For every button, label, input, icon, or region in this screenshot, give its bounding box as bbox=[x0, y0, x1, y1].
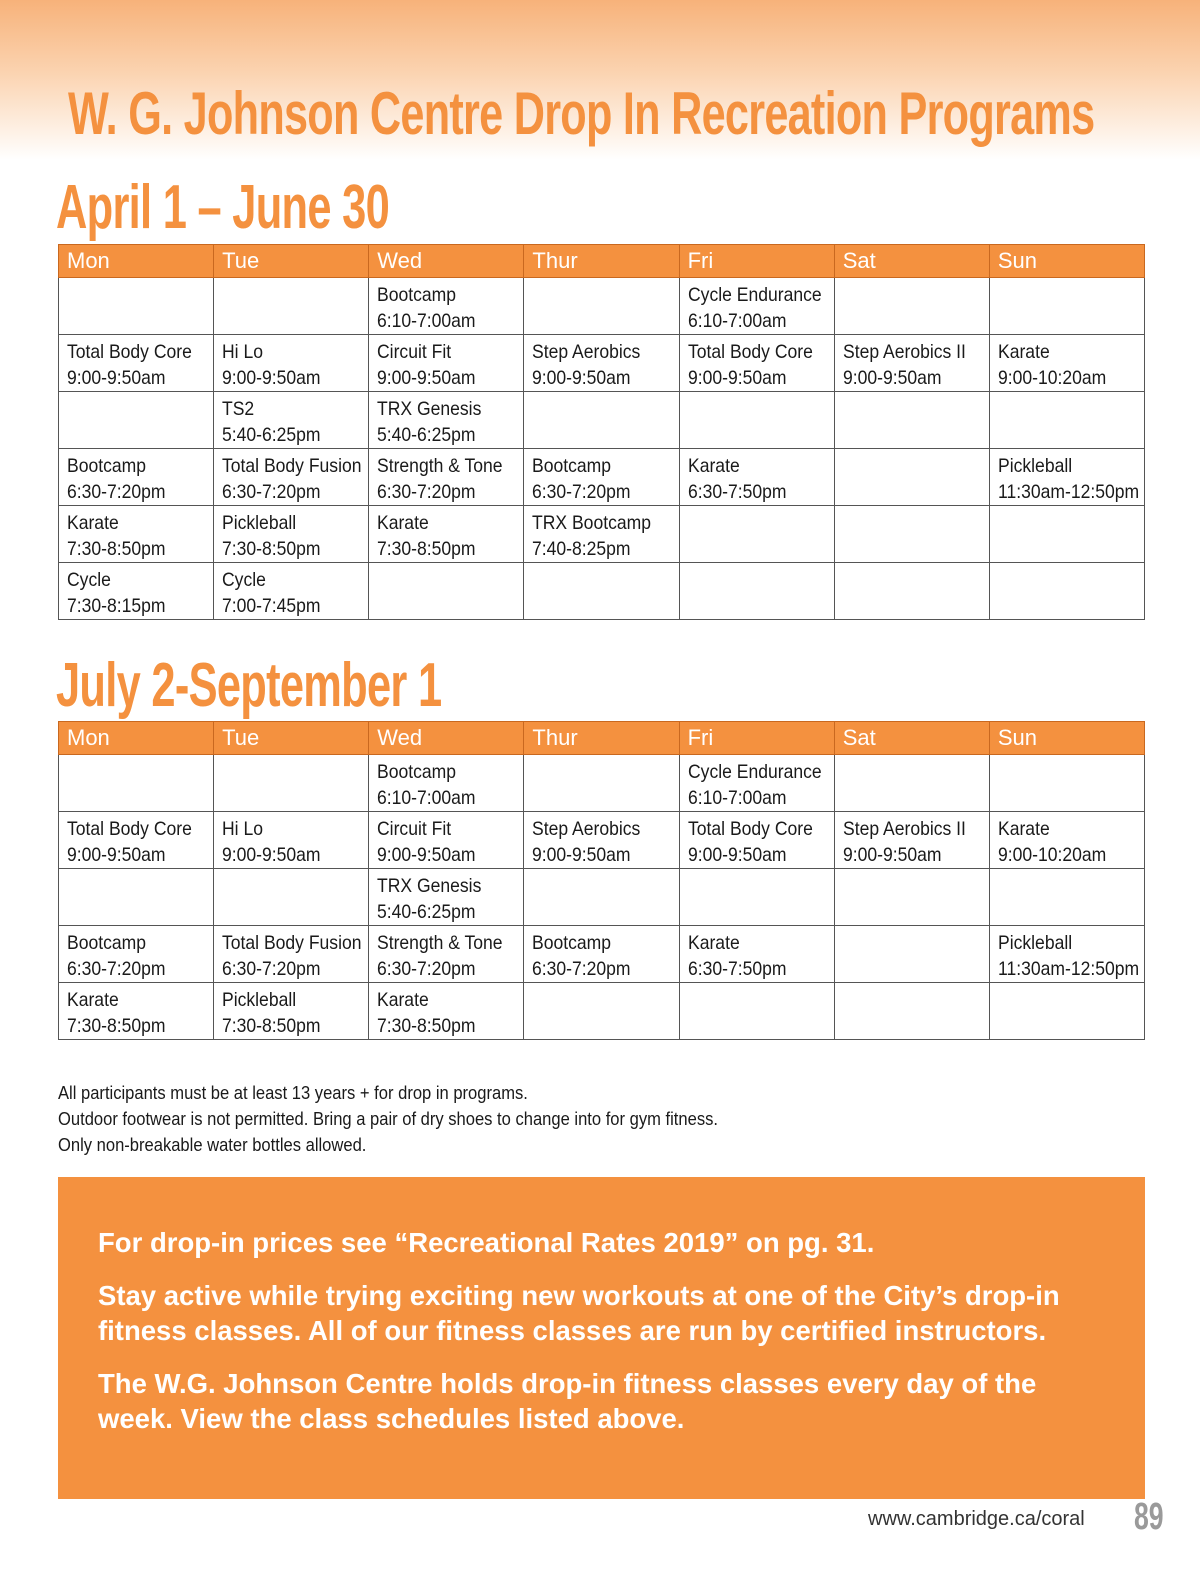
info-stay-active: Stay active while trying exciting new workouts at one of the City’s drop-in fitness classes. All of our fitness classes are run by certified instructors. bbox=[98, 1280, 1060, 1346]
schedule-row bbox=[59, 278, 1145, 335]
class-time: 6:30-7:50pm bbox=[687, 958, 787, 980]
class-name: Total Body Core bbox=[687, 818, 813, 840]
class-time: 9:00-9:50am bbox=[222, 367, 321, 389]
class-cell bbox=[369, 335, 524, 392]
schedule-row bbox=[59, 812, 1145, 869]
class-time: 6:30-7:50pm bbox=[687, 481, 787, 503]
empty-cell bbox=[524, 278, 679, 335]
class-time: 6:30-7:20pm bbox=[67, 958, 166, 980]
class-time: 5:40-6:25pm bbox=[222, 424, 321, 446]
class-cell bbox=[524, 926, 679, 983]
class-time: 9:00-9:50am bbox=[842, 844, 942, 866]
empty-cell bbox=[679, 506, 834, 563]
page-number: 89 bbox=[1134, 1496, 1164, 1538]
class-name: Pickleball bbox=[222, 989, 297, 1011]
empty-cell bbox=[834, 392, 989, 449]
class-time: 9:00-9:50am bbox=[377, 844, 476, 866]
class-cell bbox=[59, 335, 214, 392]
class-cell bbox=[524, 506, 679, 563]
day-header-wed: Wed bbox=[369, 245, 524, 278]
class-time: 7:30-8:50pm bbox=[222, 538, 321, 560]
class-name: Cycle bbox=[67, 569, 111, 591]
class-time: 7:30-8:50pm bbox=[377, 538, 476, 560]
class-cell bbox=[214, 983, 369, 1040]
day-header-mon: Mon bbox=[59, 722, 214, 755]
class-cell bbox=[369, 392, 524, 449]
class-name: Karate bbox=[687, 455, 740, 477]
empty-cell bbox=[59, 755, 214, 812]
class-time: 9:00-10:20am bbox=[997, 367, 1107, 389]
class-name: Bootcamp bbox=[67, 932, 147, 954]
class-name: Bootcamp bbox=[532, 932, 612, 954]
class-name: Cycle Endurance bbox=[687, 761, 822, 783]
class-cell bbox=[59, 563, 214, 620]
schedule-row bbox=[59, 926, 1145, 983]
class-time: 9:00-9:50am bbox=[532, 367, 631, 389]
class-cell bbox=[524, 335, 679, 392]
class-time: 9:00-9:50am bbox=[842, 367, 942, 389]
class-name: Cycle Endurance bbox=[687, 284, 822, 306]
class-cell bbox=[214, 812, 369, 869]
class-time: 9:00-9:50am bbox=[67, 367, 166, 389]
day-header-sat: Sat bbox=[834, 722, 989, 755]
class-cell bbox=[369, 755, 524, 812]
footer-url[interactable]: www.cambridge.ca/coral bbox=[868, 1508, 1085, 1530]
day-header-sun: Sun bbox=[989, 722, 1144, 755]
schedule-table-spring bbox=[58, 244, 1145, 620]
schedule-table-summer bbox=[58, 721, 1145, 1040]
day-header-fri: Fri bbox=[679, 722, 834, 755]
empty-cell bbox=[524, 983, 679, 1040]
note-age-requirement: All participants must be at least 13 years + for drop in programs. bbox=[58, 1083, 528, 1103]
schedule-row bbox=[59, 335, 1145, 392]
class-time: 6:30-7:20pm bbox=[222, 481, 321, 503]
class-name: Bootcamp bbox=[377, 284, 457, 306]
class-name: TRX Bootcamp bbox=[532, 512, 652, 534]
class-cell bbox=[834, 812, 989, 869]
class-cell bbox=[369, 926, 524, 983]
empty-cell bbox=[679, 869, 834, 926]
day-header-fri: Fri bbox=[679, 245, 834, 278]
empty-cell bbox=[59, 869, 214, 926]
class-time: 9:00-9:50am bbox=[687, 367, 787, 389]
class-name: Karate bbox=[377, 512, 429, 534]
empty-cell bbox=[989, 392, 1144, 449]
class-name: Cycle bbox=[222, 569, 267, 591]
schedule-row bbox=[59, 755, 1145, 812]
empty-cell bbox=[524, 392, 679, 449]
day-header-sat: Sat bbox=[834, 245, 989, 278]
empty-cell bbox=[214, 278, 369, 335]
class-cell bbox=[679, 449, 834, 506]
class-name: Step Aerobics II bbox=[842, 818, 966, 840]
class-time: 9:00-10:20am bbox=[997, 844, 1107, 866]
day-header-thur: Thur bbox=[524, 722, 679, 755]
class-time: 6:30-7:20pm bbox=[222, 958, 321, 980]
empty-cell bbox=[524, 563, 679, 620]
schedule-row bbox=[59, 392, 1145, 449]
empty-cell bbox=[214, 869, 369, 926]
class-name: Total Body Fusion bbox=[222, 932, 362, 954]
class-name: Karate bbox=[67, 989, 119, 1011]
empty-cell bbox=[834, 278, 989, 335]
class-name: Karate bbox=[997, 341, 1050, 363]
class-time: 6:10-7:00am bbox=[377, 310, 476, 332]
class-name: Karate bbox=[67, 512, 119, 534]
empty-cell bbox=[369, 563, 524, 620]
info-prices: For drop-in prices see “Recreational Rates 2019” on pg. 31. bbox=[98, 1227, 875, 1258]
empty-cell bbox=[834, 983, 989, 1040]
empty-cell bbox=[834, 563, 989, 620]
class-time: 11:30am-12:50pm bbox=[997, 481, 1139, 503]
class-time: 6:10-7:00am bbox=[687, 310, 787, 332]
schedule-row bbox=[59, 869, 1145, 926]
class-cell bbox=[989, 449, 1144, 506]
class-time: 7:30-8:50pm bbox=[377, 1015, 476, 1037]
note-water-bottles: Only non-breakable water bottles allowed. bbox=[58, 1135, 367, 1155]
class-cell bbox=[214, 392, 369, 449]
class-name: TRX Genesis bbox=[377, 875, 482, 897]
page-title: W. G. Johnson Centre Drop In Recreation Programs bbox=[68, 80, 1095, 147]
class-time: 7:30-8:50pm bbox=[67, 538, 166, 560]
class-name: Bootcamp bbox=[532, 455, 612, 477]
class-time: 6:30-7:20pm bbox=[377, 958, 476, 980]
class-time: 7:00-7:45pm bbox=[222, 595, 321, 617]
class-name: Total Body Core bbox=[67, 818, 192, 840]
class-name: Circuit Fit bbox=[377, 341, 452, 363]
class-name: TS2 bbox=[222, 398, 255, 420]
class-name: Karate bbox=[997, 818, 1050, 840]
class-time: 6:30-7:20pm bbox=[377, 481, 476, 503]
note-footwear: Outdoor footwear is not permitted. Bring a pair of dry shoes to change into for gym fitness. bbox=[58, 1109, 718, 1129]
class-cell bbox=[679, 926, 834, 983]
class-cell bbox=[989, 335, 1144, 392]
class-name: Step Aerobics bbox=[532, 818, 641, 840]
class-cell bbox=[59, 449, 214, 506]
empty-cell bbox=[679, 983, 834, 1040]
info-box bbox=[58, 1177, 1145, 1499]
empty-cell bbox=[989, 983, 1144, 1040]
class-time: 9:00-9:50am bbox=[687, 844, 787, 866]
class-time: 11:30am-12:50pm bbox=[997, 958, 1139, 980]
day-header-tue: Tue bbox=[214, 722, 369, 755]
schedule-row bbox=[59, 449, 1145, 506]
empty-cell bbox=[989, 755, 1144, 812]
class-cell bbox=[524, 812, 679, 869]
empty-cell bbox=[834, 755, 989, 812]
class-cell bbox=[214, 449, 369, 506]
class-time: 7:40-8:25pm bbox=[532, 538, 631, 560]
day-header-wed: Wed bbox=[369, 722, 524, 755]
info-schedule-note: The W.G. Johnson Centre holds drop-in fitness classes every day of the week. View the class schedules listed above. bbox=[98, 1368, 1037, 1434]
class-time: 6:30-7:20pm bbox=[67, 481, 166, 503]
schedule-row bbox=[59, 983, 1145, 1040]
class-name: Step Aerobics II bbox=[842, 341, 966, 363]
empty-cell bbox=[59, 278, 214, 335]
class-cell bbox=[989, 812, 1144, 869]
empty-cell bbox=[989, 278, 1144, 335]
empty-cell bbox=[834, 449, 989, 506]
class-cell bbox=[679, 278, 834, 335]
class-time: 6:30-7:20pm bbox=[532, 958, 631, 980]
class-cell bbox=[59, 983, 214, 1040]
schedule-row bbox=[59, 506, 1145, 563]
class-time: 5:40-6:25pm bbox=[377, 424, 476, 446]
empty-cell bbox=[59, 392, 214, 449]
class-name: Total Body Fusion bbox=[222, 455, 362, 477]
day-header-sun: Sun bbox=[989, 245, 1144, 278]
class-name: TRX Genesis bbox=[377, 398, 482, 420]
class-cell bbox=[59, 506, 214, 563]
class-time: 9:00-9:50am bbox=[222, 844, 321, 866]
empty-cell bbox=[989, 563, 1144, 620]
class-cell bbox=[214, 506, 369, 563]
class-time: 7:30-8:50pm bbox=[67, 1015, 166, 1037]
empty-cell bbox=[679, 563, 834, 620]
class-cell bbox=[369, 869, 524, 926]
class-name: Karate bbox=[687, 932, 740, 954]
class-cell bbox=[369, 449, 524, 506]
empty-cell bbox=[834, 869, 989, 926]
class-cell bbox=[524, 449, 679, 506]
empty-cell bbox=[989, 506, 1144, 563]
class-cell bbox=[679, 812, 834, 869]
participant-notes bbox=[58, 1080, 1058, 1158]
empty-cell bbox=[834, 926, 989, 983]
class-time: 6:30-7:20pm bbox=[532, 481, 631, 503]
class-cell bbox=[214, 926, 369, 983]
day-header-mon: Mon bbox=[59, 245, 214, 278]
class-name: Total Body Core bbox=[687, 341, 813, 363]
class-time: 6:10-7:00am bbox=[377, 787, 476, 809]
class-cell bbox=[679, 335, 834, 392]
class-name: Karate bbox=[377, 989, 429, 1011]
class-name: Circuit Fit bbox=[377, 818, 452, 840]
section-title-summer: July 2-September 1 bbox=[56, 651, 442, 720]
class-name: Pickleball bbox=[997, 932, 1072, 954]
class-cell bbox=[369, 812, 524, 869]
class-cell bbox=[59, 926, 214, 983]
class-cell bbox=[679, 755, 834, 812]
empty-cell bbox=[834, 506, 989, 563]
class-time: 5:40-6:25pm bbox=[377, 901, 476, 923]
class-name: Strength & Tone bbox=[377, 932, 503, 954]
class-time: 9:00-9:50am bbox=[532, 844, 631, 866]
class-name: Step Aerobics bbox=[532, 341, 641, 363]
section-title-spring: April 1 – June 30 bbox=[56, 173, 390, 242]
schedule-header-row bbox=[59, 245, 1145, 278]
schedule-header-row bbox=[59, 722, 1145, 755]
class-cell bbox=[989, 926, 1144, 983]
class-cell bbox=[369, 506, 524, 563]
class-time: 6:10-7:00am bbox=[687, 787, 787, 809]
class-cell bbox=[59, 812, 214, 869]
class-time: 7:30-8:50pm bbox=[222, 1015, 321, 1037]
class-name: Strength & Tone bbox=[377, 455, 503, 477]
day-header-tue: Tue bbox=[214, 245, 369, 278]
day-header-thur: Thur bbox=[524, 245, 679, 278]
class-name: Hi Lo bbox=[222, 341, 264, 363]
class-name: Pickleball bbox=[222, 512, 297, 534]
class-cell bbox=[369, 278, 524, 335]
empty-cell bbox=[214, 755, 369, 812]
empty-cell bbox=[524, 869, 679, 926]
empty-cell bbox=[524, 755, 679, 812]
class-cell bbox=[214, 563, 369, 620]
schedule-row bbox=[59, 563, 1145, 620]
class-cell bbox=[369, 983, 524, 1040]
class-time: 9:00-9:50am bbox=[67, 844, 166, 866]
class-cell bbox=[214, 335, 369, 392]
class-time: 7:30-8:15pm bbox=[67, 595, 166, 617]
class-name: Bootcamp bbox=[67, 455, 147, 477]
class-name: Hi Lo bbox=[222, 818, 264, 840]
class-time: 9:00-9:50am bbox=[377, 367, 476, 389]
class-name: Total Body Core bbox=[67, 341, 192, 363]
class-cell bbox=[834, 335, 989, 392]
empty-cell bbox=[989, 869, 1144, 926]
empty-cell bbox=[679, 392, 834, 449]
class-name: Pickleball bbox=[997, 455, 1072, 477]
class-name: Bootcamp bbox=[377, 761, 457, 783]
